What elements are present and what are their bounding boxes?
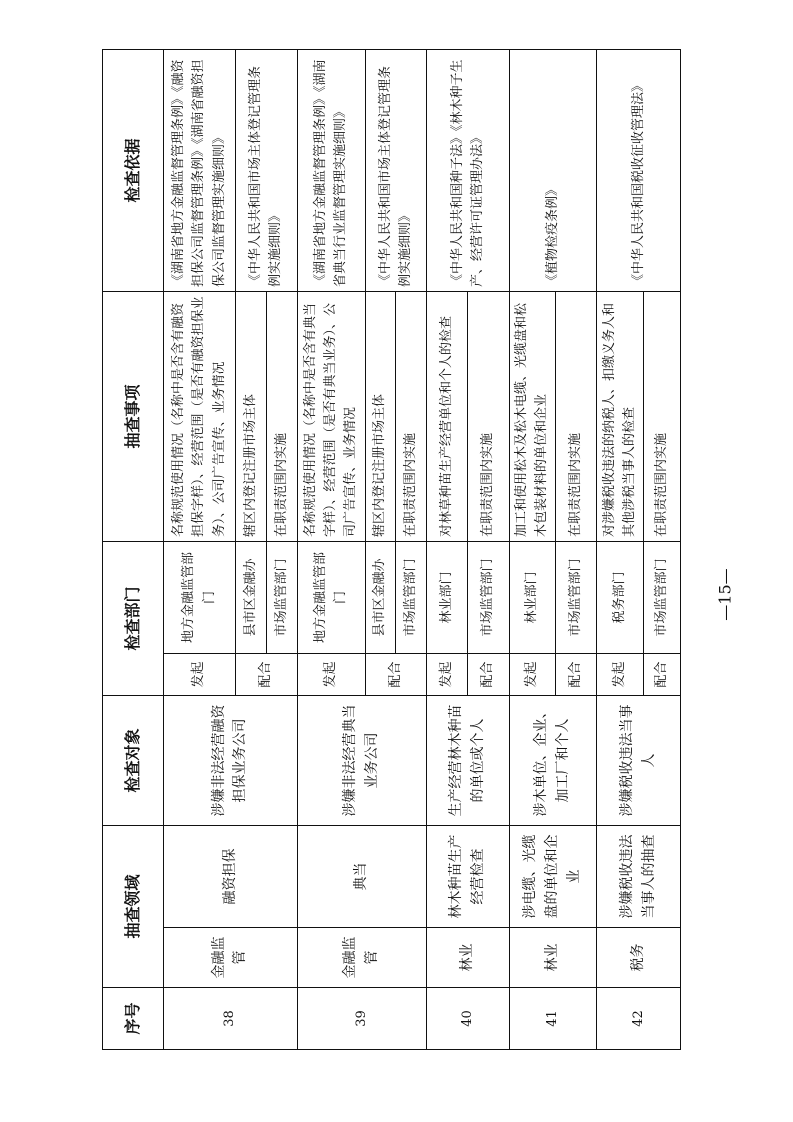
- basis-main: 《湖南省地方金融监督管理条例》《融资担保公司监督管理条例》《湖南省融资担保公司监督管理实施细则》: [164, 49, 236, 291]
- dept-cooperate: 市场监管部门: [468, 541, 509, 653]
- header-dept: 检查部门: [103, 541, 164, 695]
- role-cooperate: 配合: [236, 653, 298, 695]
- item-cooperate: 在职责范围内实施: [266, 291, 297, 541]
- role-initiate: 发起: [427, 653, 468, 695]
- dept-cooperate: 市场监管部门: [556, 541, 597, 653]
- row-target: 涉嫌非法经营典当业务公司: [297, 695, 427, 825]
- row-seq: 42: [597, 988, 681, 1050]
- page-number: —15—: [715, 568, 735, 621]
- item-initiate: 对林草种苗生产经营单位和个人的检查: [427, 291, 468, 541]
- header-basis: 检查依据: [103, 49, 164, 291]
- row-domain-category: 税务: [597, 928, 681, 988]
- row-domain-sub: 融资担保: [164, 825, 298, 927]
- role-initiate: 发起: [597, 653, 644, 695]
- table-row: [509, 49, 556, 1049]
- table-row: [164, 49, 236, 1049]
- basis-main: 《湖南省地方金融监督管理条例》《湖南省典当行业监督管理实施细则》: [297, 49, 365, 291]
- table-row: [597, 49, 644, 1049]
- row-domain-category: 林业: [509, 928, 597, 988]
- item-cooperate: 辖区内登记注册市场主体: [365, 291, 396, 541]
- role-cooperate: 配合: [468, 653, 509, 695]
- basis-main: 《中华人民共和国种子法》《林木种子生产、经营许可证管理办法》: [427, 49, 509, 291]
- header-row: [103, 49, 164, 1049]
- item-initiate: 名称规范使用情况（名称中是否含有典当字样）、经营范围（是否有典当业务）、公司广告宣传、业务情况: [297, 291, 365, 541]
- row-seq: 38: [164, 988, 298, 1050]
- role-initiate: 发起: [509, 653, 556, 695]
- dept-cooperate: 市场监管部门: [643, 541, 680, 653]
- row-domain-category: 金融监管: [297, 928, 427, 988]
- dept-initiate: 地方金融监管部门: [297, 541, 365, 653]
- item-cooperate: 在职责范围内实施: [643, 291, 680, 541]
- dept-initiate: 林业部门: [427, 541, 468, 653]
- role-initiate: 发起: [164, 653, 236, 695]
- item-cooperate: 在职责范围内实施: [468, 291, 509, 541]
- rotated-table-container: [102, 50, 681, 1050]
- item-cooperate: 辖区内登记注册市场主体: [236, 291, 267, 541]
- dept-initiate: 税务部门: [597, 541, 644, 653]
- dept-cooperate: 县市区金融办: [365, 541, 396, 653]
- role-cooperate: 配合: [365, 653, 427, 695]
- item-cooperate: 在职责范围内实施: [556, 291, 597, 541]
- table-row: [297, 49, 365, 1049]
- row-domain-sub: 涉嫌税收违法当事人的抽查: [597, 825, 681, 927]
- role-cooperate: 配合: [556, 653, 597, 695]
- basis-secondary: 《中华人民共和国市场主体登记管理条例实施细则》: [236, 49, 298, 291]
- row-target: 涉嫌税收违法当事人: [597, 695, 681, 825]
- dept-cooperate: 县市区金融办: [236, 541, 267, 653]
- item-cooperate: 在职责范围内实施: [396, 291, 427, 541]
- table-row: [427, 49, 468, 1049]
- basis-main: 《中华人民共和国税收征收管理法》: [597, 49, 681, 291]
- dept-initiate: 林业部门: [509, 541, 556, 653]
- header-domain: 抽查领域: [103, 825, 164, 987]
- inspection-table: [102, 49, 681, 1050]
- row-domain-sub: 涉电缆、光缆盘的单位和企业: [509, 825, 597, 927]
- role-cooperate: 配合: [643, 653, 680, 695]
- basis-main: 《植物检疫条例》: [509, 49, 597, 291]
- row-target: 涉木单位、企业、加工厂和个人: [509, 695, 597, 825]
- dept-cooperate: 市场监管部门: [396, 541, 427, 653]
- basis-secondary: 《中华人民共和国市场主体登记管理条例实施细则》: [365, 49, 427, 291]
- row-domain-sub: 林木种苗生产经营检查: [427, 825, 509, 927]
- row-domain-category: 金融监管: [164, 928, 298, 988]
- item-initiate: 名称规范使用情况（名称中是否含有融资担保字样）、经营范围（是否有融资担保业务）、公司广告宣传、业务情况: [164, 291, 236, 541]
- row-domain-sub: 典当: [297, 825, 427, 927]
- header-item: 抽查事项: [103, 291, 164, 541]
- row-seq: 41: [509, 988, 597, 1050]
- row-domain-category: 林业: [427, 928, 509, 988]
- row-target: 涉嫌非法经营融资担保业务公司: [164, 695, 298, 825]
- row-seq: 40: [427, 988, 509, 1050]
- row-seq: 39: [297, 988, 427, 1050]
- role-initiate: 发起: [297, 653, 365, 695]
- header-target: 检查对象: [103, 695, 164, 825]
- item-initiate: 加工和使用松木及松木电缆、光缆盘和松木包装材料的单位和企业: [509, 291, 556, 541]
- item-initiate: 对涉嫌税收违法的纳税人、扣缴义务人和其他涉税当事人的检查: [597, 291, 644, 541]
- row-target: 生产经营林木种苗的单位或个人: [427, 695, 509, 825]
- dept-cooperate: 市场监管部门: [266, 541, 297, 653]
- header-seq: 序号: [103, 988, 164, 1050]
- dept-initiate: 地方金融监管部门: [164, 541, 236, 653]
